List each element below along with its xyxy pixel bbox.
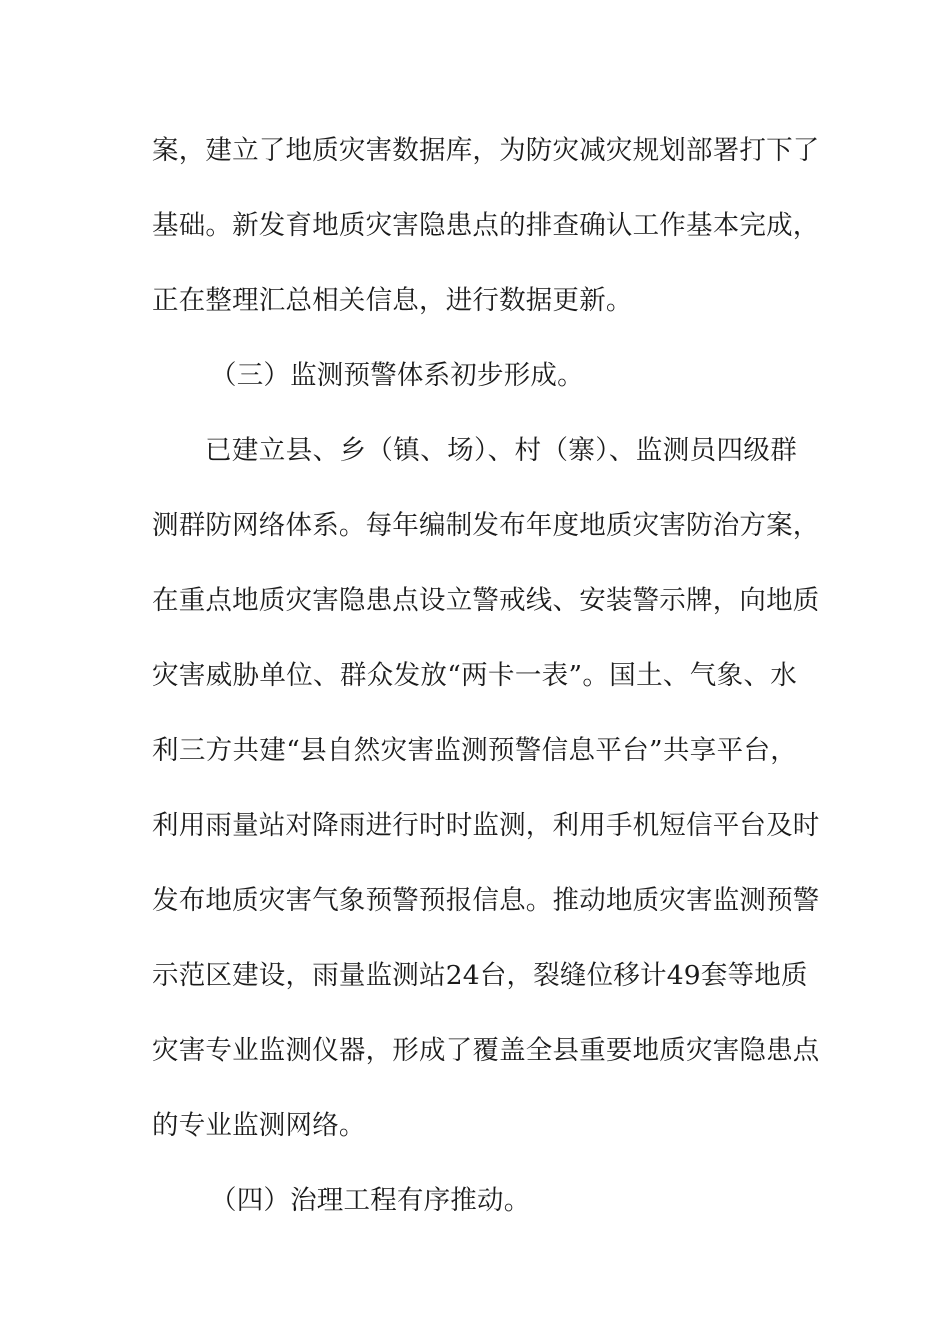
paragraph-line: 利三方共建“县自然灾害监测预警信息平台”共享平台， (152, 735, 797, 766)
paragraph-line: 测群防网络体系。每年编制发布年度地质灾害防治方案， (152, 510, 820, 541)
paragraph-line: 示范区建设，雨量监测站24台，裂缝位移计49套等地质 (152, 960, 808, 991)
paragraph-line: 案，建立了地质灾害数据库，为防灾减灾规划部署打下了 (152, 135, 820, 166)
paragraph-line: 的专业监测网络。 (152, 1110, 366, 1141)
paragraph-line: 在重点地质灾害隐患点设立警戒线、安装警示牌，向地质 (152, 585, 820, 616)
paragraph-line: 灾害威胁单位、群众发放“两卡一表”。国土、气象、水 (152, 660, 797, 691)
paragraph-line: 利用雨量站对降雨进行时时监测，利用手机短信平台及时 (152, 810, 820, 841)
section-heading: （四）治理工程有序推动。 (210, 1185, 531, 1216)
paragraph-line: 基础。新发育地质灾害隐患点的排查确认工作基本完成， (152, 210, 820, 241)
paragraph-line: 正在整理汇总相关信息，进行数据更新。 (152, 285, 633, 316)
paragraph-line: 已建立县、乡（镇、场）、村（寨）、监测员四级群 (205, 435, 797, 466)
document-body (152, 124, 820, 1249)
section-heading: （三）监测预警体系初步形成。 (210, 360, 584, 391)
paragraph-line: 灾害专业监测仪器，形成了覆盖全县重要地质灾害隐患点 (152, 1035, 820, 1066)
paragraph-line: 发布地质灾害气象预警预报信息。推动地质灾害监测预警 (152, 885, 820, 916)
